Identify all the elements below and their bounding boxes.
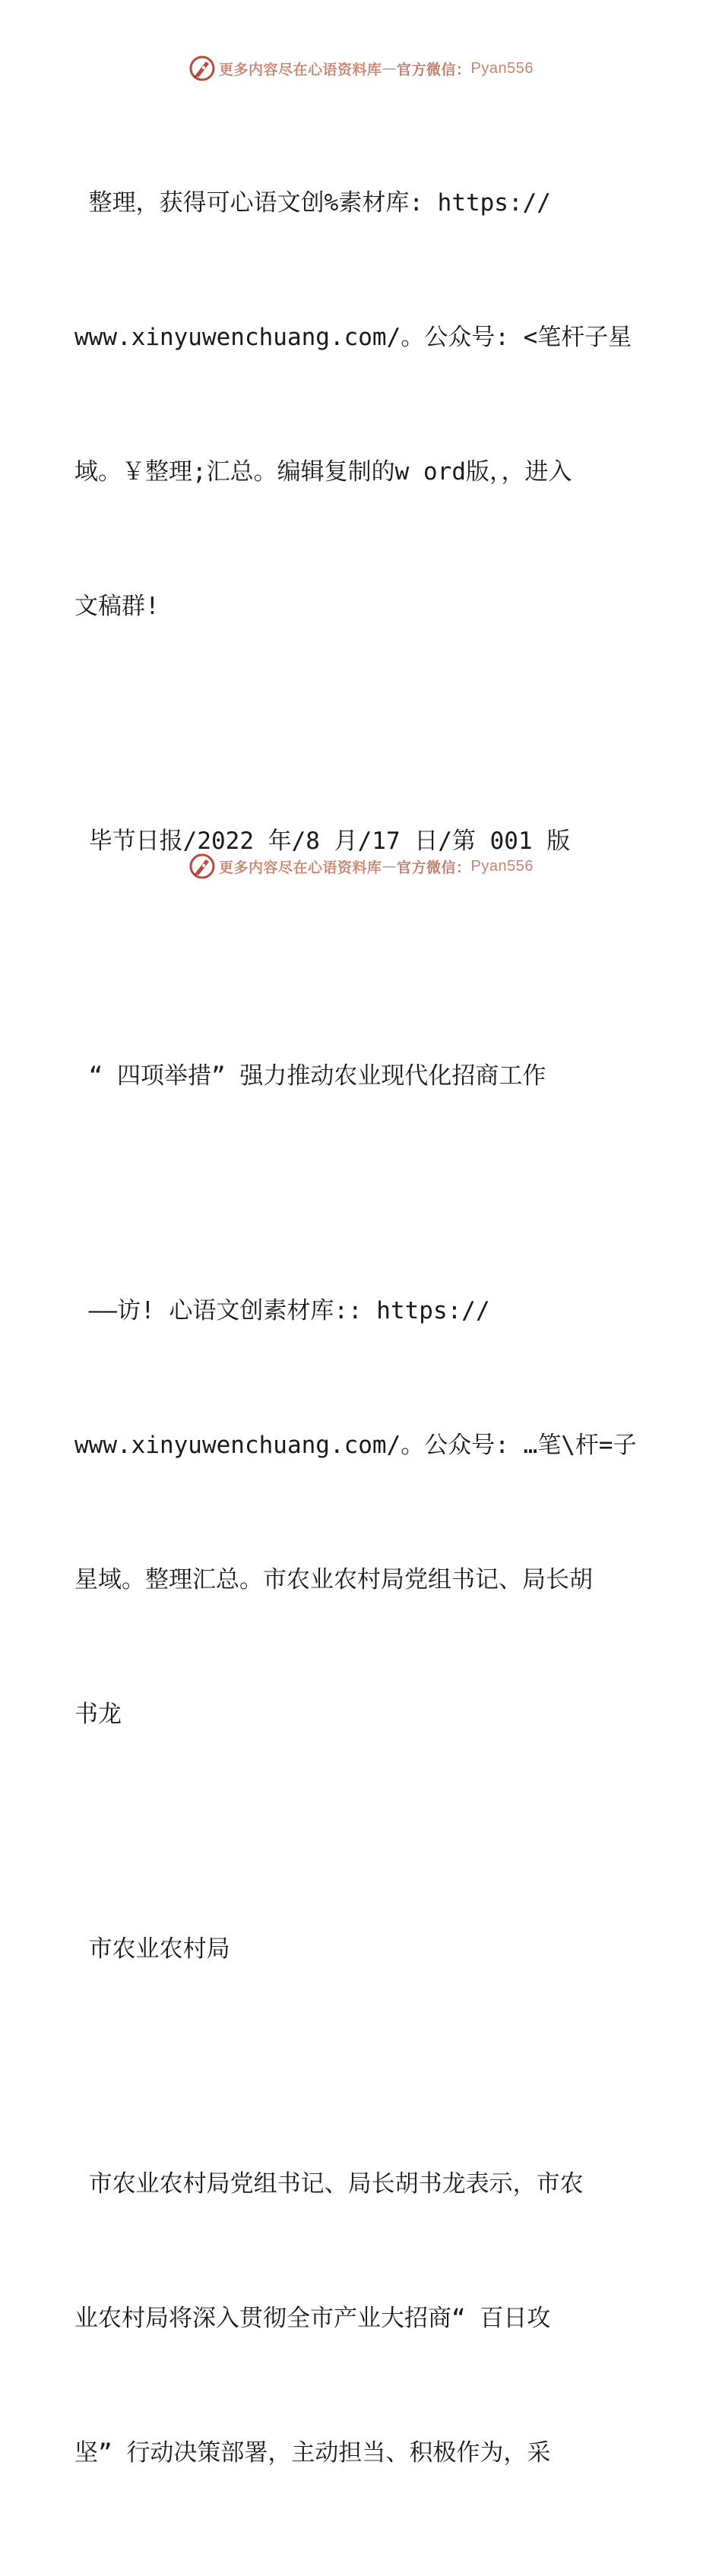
watermark-wechat-label: 官方微信： (397, 61, 471, 78)
text-line: www.xinyuwenchuang.com/。公众号: …笔\杆=子 (74, 1432, 637, 1459)
text-line: 文稿群! (74, 593, 160, 620)
text-line: 书龙 (74, 1701, 122, 1728)
byline: 市农业农村局 (74, 1935, 230, 1963)
dateline: 毕节日报/2022 年/8 月/17 日/第 001 版 (74, 828, 571, 855)
pen-logo-icon (188, 55, 216, 82)
document-body (74, 91, 652, 2576)
watermark-banner-top (0, 53, 722, 84)
watermark-main-text: 更多内容尽在心语资料库 (219, 859, 382, 876)
watermark-wechat-id: Pyan556 (470, 857, 534, 875)
intro-paragraph (74, 91, 652, 719)
dateline-paragraph (74, 729, 652, 954)
subtitle-paragraph (74, 1199, 652, 1827)
text-line: 业农村局将深入贯彻全市产业大招商“ 百日攻 (74, 2305, 551, 2332)
text-line: 坚” 行动决策部署，主动担当、积极作为，采 (74, 2439, 551, 2467)
watermark-wechat-id: Pyan556 (470, 59, 534, 77)
body-paragraph (74, 2072, 652, 2565)
watermark-separator: — (382, 60, 397, 77)
headline-paragraph (74, 964, 652, 1188)
text-line: www.xinyuwenchuang.com/。公众号: <笔杆子星 (74, 324, 632, 351)
text-line: 域。￥整理;汇总。编辑复制的w ord版，，进入 (74, 458, 572, 486)
byline-paragraph (74, 1837, 652, 2062)
watermark-banner-bottom (0, 851, 722, 881)
text-line: ——访! 心语文创素材库:: https:// (74, 1297, 490, 1324)
text-line: 整理，获得可心语文创%素材库: https:// (74, 189, 551, 217)
text-line: 市农业农村局党组书记、局长胡书龙表示，市农 (74, 2170, 584, 2198)
watermark-wechat-label: 官方微信： (397, 859, 471, 876)
article-headline: “ 四项举措” 强力推动农业现代化招商工作 (74, 1062, 546, 1090)
watermark-main-text: 更多内容尽在心语资料库 (219, 61, 382, 78)
pen-logo-icon (188, 853, 216, 880)
watermark-separator: — (382, 858, 397, 875)
text-line: 星域。整理汇总。市农业农村局党组书记、局长胡 (74, 1566, 593, 1593)
